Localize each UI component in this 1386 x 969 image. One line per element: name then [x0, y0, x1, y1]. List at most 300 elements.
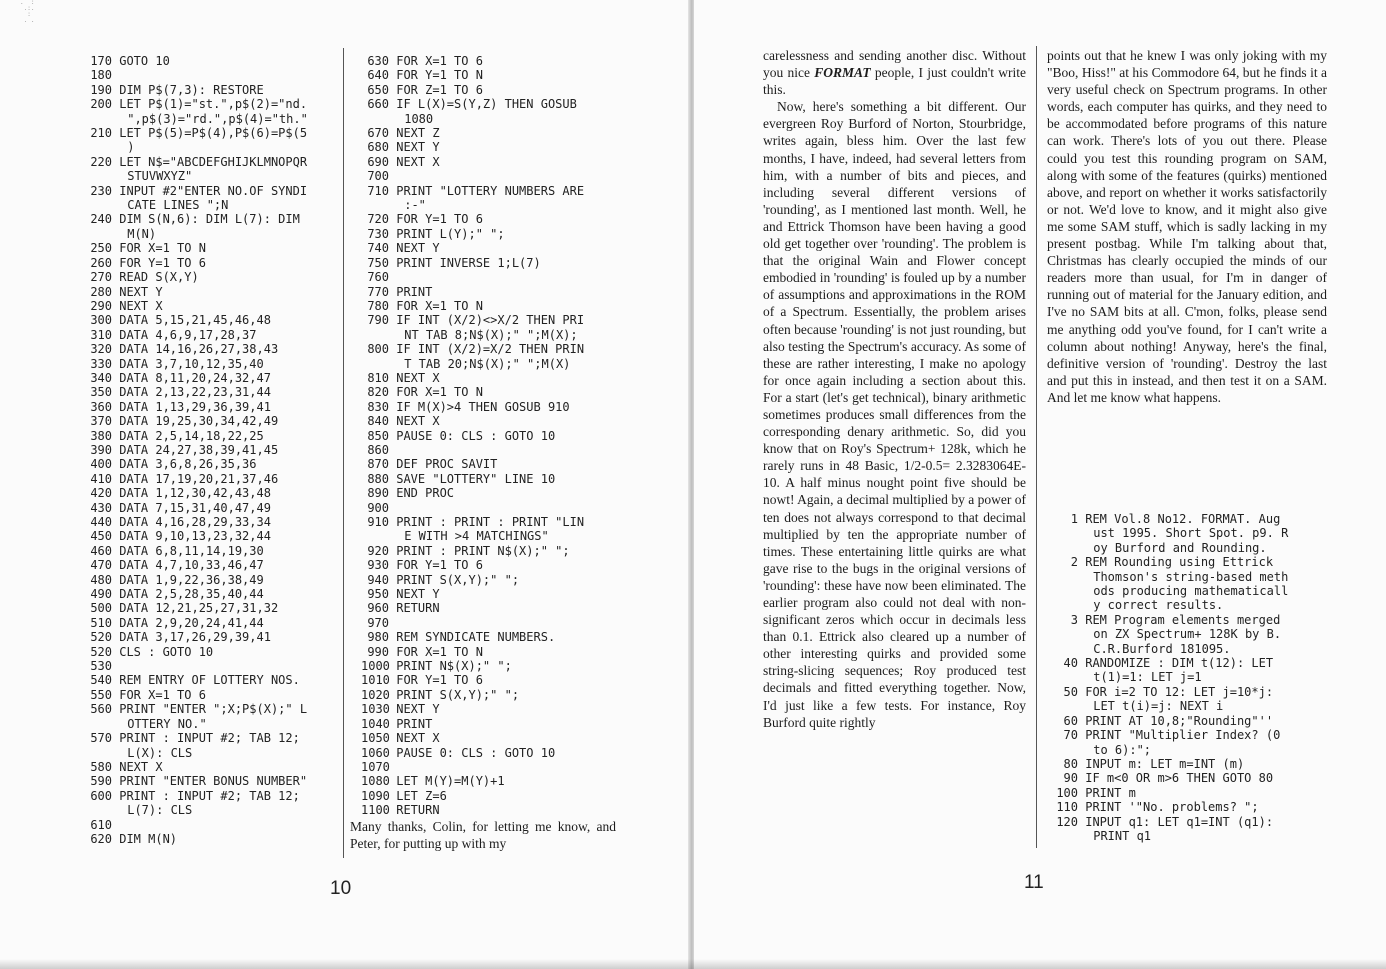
line-text: t(1)=1: LET j=1 — [1093, 670, 1202, 685]
line-text: DATA 3,17,26,29,39,41 — [119, 630, 271, 645]
line-text: PAUSE 0: CLS : GOTO 10 — [396, 428, 556, 443]
line-number: 390 — [90, 442, 112, 457]
code-line — [361, 68, 584, 82]
code-line — [361, 385, 584, 399]
code-line — [84, 443, 308, 457]
line-number: 580 — [90, 759, 112, 774]
line-number: 780 — [367, 298, 389, 313]
line-text: LET P$(1)="st.",p$(2)="nd. — [119, 97, 308, 112]
line-number: 900 — [367, 500, 389, 515]
code-line — [361, 54, 584, 68]
line-number: 400 — [90, 457, 112, 472]
line-text: DATA 14,16,26,27,38,43 — [119, 342, 279, 357]
line-text: FOR i=2 TO 12: LET j=10*j: — [1085, 684, 1274, 699]
code-line — [361, 198, 584, 212]
line-number: 630 — [367, 54, 389, 68]
code-line — [84, 400, 308, 414]
line-number: 880 — [367, 471, 389, 486]
line-text: y correct results. — [1093, 598, 1224, 613]
line-text: IF M(X)>4 THEN GOSUB 910 — [396, 399, 570, 414]
line-text: NEXT X — [396, 154, 440, 169]
code-line — [361, 400, 584, 414]
code-line — [361, 803, 584, 817]
code-line — [84, 385, 308, 399]
line-text: DATA 19,25,30,34,42,49 — [119, 414, 279, 429]
code-line — [84, 198, 308, 212]
line-number: 870 — [367, 457, 389, 472]
line-number: 620 — [90, 831, 112, 846]
line-text: DATA 24,27,38,39,41,45 — [119, 442, 279, 457]
code-line — [1050, 786, 1288, 800]
paragraph-3: points out that he knew I was only joking with my "Boo, Hiss!" at his Commodore 64, but he finds it a very useful check on Spectrum programs. In other words, each computer has quirks, and they need to be accommodated before programs of this nature can work. There's lots of you out there. Please could you test this rounding program on SAM, along with some of the features (quirks) mentioned above, and report on whether it works satisfactorily or not. We'd love to know, and it might also give me some SAM stuff, which is sadly lacking in my present postbag. While I'm talking about that, Christmas has clearly occupied the minds of our readers more than usual, for I'm in danger of running out of material for the January edition, and I've no SAM bits at all. C'mon, folks, please send me anything odd you've found, for I can't write a column about nothing! Anyway, here's the final, definitive version of 'rounding'. Destroy the last and put this in instead, and then test it on a SAM. And let me know what happens. — [1047, 48, 1327, 405]
line-number: 80 — [1063, 756, 1078, 771]
code-line — [84, 328, 308, 342]
code-line — [361, 486, 584, 500]
line-text: DATA 12,21,25,27,31,32 — [119, 601, 279, 616]
line-number: 1 — [1070, 512, 1078, 526]
line-text: INPUT q1: LET q1=INT (q1): — [1085, 814, 1274, 829]
line-number: 350 — [90, 385, 112, 400]
line-text: PRINT L(Y);" "; — [396, 226, 505, 241]
line-number: 220 — [90, 154, 112, 169]
code-line — [84, 83, 308, 97]
code-line — [1050, 685, 1288, 699]
line-number: 500 — [90, 601, 112, 616]
code-line — [1050, 598, 1288, 612]
code-line — [361, 429, 584, 443]
line-text: C.R.Burford 181095. — [1093, 641, 1231, 656]
code-line — [84, 717, 308, 731]
code-line — [361, 601, 584, 615]
line-number: 370 — [90, 414, 112, 429]
rounding-code — [1050, 512, 1288, 843]
line-text: FOR X=1 TO 6 — [119, 687, 206, 702]
code-line — [84, 702, 308, 716]
line-number: 910 — [367, 515, 389, 529]
code-line — [84, 126, 308, 140]
line-text: PRINT q1 — [1093, 828, 1152, 843]
code-line — [361, 155, 584, 169]
line-number: 40 — [1063, 656, 1078, 671]
text-column-1 — [763, 47, 1026, 731]
line-text: NT TAB 8;N$(X);" ";M(X); — [404, 327, 578, 342]
code-line — [84, 486, 308, 500]
line-text: INPUT #2"ENTER NO.OF SYNDI — [119, 183, 308, 198]
line-text: DATA 2,9,20,24,41,44 — [119, 615, 264, 630]
line-number: 3 — [1070, 612, 1078, 627]
line-text: FOR Y=1 TO 6 — [119, 255, 206, 270]
code-line — [84, 472, 308, 486]
column-divider-right — [1036, 46, 1037, 848]
code-line — [84, 818, 308, 832]
line-text: FOR X=1 TO N — [396, 644, 483, 659]
line-number: 270 — [90, 270, 112, 285]
code-line — [361, 328, 584, 342]
code-line — [361, 270, 584, 284]
line-gap — [389, 616, 396, 630]
paragraph-1-start: carelessness and sending another disc. Without you nice — [763, 48, 1026, 81]
code-line — [361, 184, 584, 198]
line-number: 610 — [90, 817, 112, 832]
line-text: T TAB 20;N$(X);" ";M(X) — [404, 356, 571, 371]
line-number: 460 — [90, 543, 112, 558]
line-number: 920 — [367, 543, 389, 558]
line-text: PRINT INVERSE 1;L(7) — [396, 255, 541, 270]
line-gap — [389, 760, 396, 774]
code-line — [84, 313, 308, 327]
code-line — [84, 573, 308, 587]
line-text: GOTO 10 — [119, 54, 170, 68]
code-line — [84, 112, 308, 126]
code-line — [361, 457, 584, 471]
code-line — [84, 645, 308, 659]
code-line — [84, 184, 308, 198]
line-number: 1000 — [361, 659, 390, 674]
code-line — [84, 68, 308, 82]
line-text: oy Burford and Rounding. — [1093, 540, 1267, 555]
code-line — [1050, 728, 1288, 742]
line-text: READ S(X,Y) — [119, 270, 199, 285]
line-number: 330 — [90, 356, 112, 371]
code-line — [1050, 757, 1288, 771]
line-number: 950 — [367, 587, 389, 602]
code-line — [361, 414, 584, 428]
line-text: RANDOMIZE : DIM t(12): LET — [1085, 656, 1274, 671]
line-text: INPUT m: LET m=INT (m) — [1085, 756, 1245, 771]
code-line — [84, 832, 308, 846]
paragraph-1 — [763, 47, 1026, 98]
line-text: NEXT Y — [396, 140, 440, 155]
line-number: 210 — [90, 126, 112, 141]
code-line — [1050, 613, 1288, 627]
line-number: 1010 — [361, 673, 390, 688]
code-line — [361, 227, 584, 241]
code-line — [361, 746, 584, 760]
line-number: 480 — [90, 572, 112, 587]
code-line — [361, 443, 584, 457]
line-number: 320 — [90, 342, 112, 357]
code-line — [84, 357, 308, 371]
line-text: DATA 2,5,14,18,22,25 — [119, 428, 264, 443]
line-text: DATA 1,9,22,36,38,49 — [119, 572, 264, 587]
code-line — [84, 688, 308, 702]
line-text: LET Z=6 — [396, 788, 447, 803]
line-number: 890 — [367, 486, 389, 501]
page-bottom-shadow — [0, 959, 1386, 969]
line-text: on ZX Spectrum+ 128K by B. — [1093, 627, 1282, 642]
line-number: 520 — [90, 644, 112, 659]
line-number: 560 — [90, 702, 112, 717]
line-number: 60 — [1063, 713, 1078, 728]
code-column-2 — [361, 54, 584, 818]
line-text: DIM M(N) — [119, 831, 178, 846]
line-gap — [389, 270, 396, 284]
line-text: DATA 2,5,28,35,40,44 — [119, 587, 264, 602]
code-line — [361, 573, 584, 587]
line-text: PRINT S(X,Y);" "; — [396, 572, 520, 587]
line-text: E WITH >4 MATCHINGS" — [404, 529, 549, 544]
line-number: 280 — [90, 284, 112, 299]
line-number: 1100 — [361, 803, 390, 818]
line-gap — [389, 443, 396, 457]
line-text: NEXT Y — [119, 284, 163, 299]
line-text: PRINT N$(X);" "; — [396, 659, 512, 674]
line-number: 1080 — [361, 774, 390, 789]
code-line — [84, 601, 308, 615]
line-text: L(X): CLS — [127, 745, 193, 760]
line-text: NEXT X — [396, 414, 440, 429]
code-line — [84, 169, 308, 183]
code-line — [361, 529, 584, 543]
line-text: PRINT m — [1085, 785, 1136, 800]
line-text: NEXT X — [119, 759, 163, 774]
line-number: 50 — [1063, 684, 1078, 699]
line-text: DATA 17,19,20,21,37,46 — [119, 471, 279, 486]
code-line — [84, 515, 308, 529]
code-line — [361, 688, 584, 702]
line-text: DATA 1,12,30,42,43,48 — [119, 486, 271, 501]
line-text: PRINT '"No. problems? "; — [1085, 800, 1259, 815]
line-number: 2 — [1070, 555, 1078, 570]
line-gap — [112, 68, 119, 82]
line-text: PAUSE 0: CLS : GOTO 10 — [396, 745, 556, 760]
line-number: 380 — [90, 428, 112, 443]
code-line — [361, 299, 584, 313]
line-number: 1060 — [361, 745, 390, 760]
line-text: DIM S(N,6): DIM L(7): DIM — [119, 212, 300, 227]
code-line — [1050, 526, 1288, 540]
code-line — [361, 313, 584, 327]
page-speck: . : .:. : . . — [20, 0, 35, 24]
line-number: 830 — [367, 399, 389, 414]
closing-paragraph — [350, 818, 616, 852]
line-number: 840 — [367, 414, 389, 429]
line-number: 260 — [90, 255, 112, 270]
line-text: M(N) — [127, 226, 157, 241]
code-line — [361, 587, 584, 601]
line-text: PRINT — [396, 716, 433, 731]
code-line — [361, 515, 584, 529]
line-text: DIM P$(7,3): RESTORE — [119, 82, 264, 97]
line-text: DATA 4,7,10,33,46,47 — [119, 558, 264, 573]
line-text: FOR X=1 TO N — [396, 298, 483, 313]
code-line — [1050, 743, 1288, 757]
line-text: L(7): CLS — [127, 803, 193, 818]
line-number: 70 — [1063, 728, 1078, 743]
code-line — [84, 544, 308, 558]
line-number: 310 — [90, 327, 112, 342]
code-line — [361, 126, 584, 140]
line-text: NEXT Y — [396, 587, 440, 602]
line-number: 410 — [90, 471, 112, 486]
line-text: FOR X=1 TO N — [119, 241, 206, 256]
line-number: 720 — [367, 212, 389, 227]
code-line — [1050, 656, 1288, 670]
line-number: 340 — [90, 370, 112, 385]
line-number: 750 — [367, 255, 389, 270]
code-line — [84, 270, 308, 284]
line-gap — [389, 169, 396, 183]
code-line — [1050, 714, 1288, 728]
line-number: 860 — [367, 442, 389, 457]
code-line — [361, 630, 584, 644]
line-number: 820 — [367, 385, 389, 400]
line-number: 790 — [367, 313, 389, 328]
line-number: 760 — [367, 270, 389, 285]
line-text: LET P$(5)=P$(4),P$(6)=P$(5 — [119, 126, 308, 141]
line-text: PRINT "ENTER ";X;P$(X);" L — [119, 702, 308, 717]
line-text: FOR Y=1 TO 6 — [396, 558, 483, 573]
line-text: DEF PROC SAVIT — [396, 457, 498, 472]
line-number: 650 — [367, 82, 389, 97]
code-line — [361, 789, 584, 803]
code-line — [361, 212, 584, 226]
code-line — [84, 414, 308, 428]
line-text: DATA 3,6,8,26,35,36 — [119, 457, 257, 472]
code-line — [361, 645, 584, 659]
code-line — [84, 299, 308, 313]
line-number: 850 — [367, 428, 389, 443]
line-text: REM Program elements merged — [1085, 612, 1281, 627]
line-number: 510 — [90, 615, 112, 630]
line-number: 570 — [90, 731, 112, 746]
line-text: IF m<0 OR m>6 THEN GOTO 80 — [1085, 771, 1274, 786]
line-text: CLS : GOTO 10 — [119, 644, 214, 659]
code-line — [84, 371, 308, 385]
line-text: FOR Y=1 TO 6 — [396, 673, 483, 688]
line-text: to 6):"; — [1093, 742, 1152, 757]
right-page — [694, 0, 1386, 969]
code-line — [84, 587, 308, 601]
line-text: NEXT Y — [396, 241, 440, 256]
line-number: 250 — [90, 241, 112, 256]
code-line — [361, 702, 584, 716]
code-column-1 — [84, 54, 308, 846]
line-text: ) — [127, 140, 135, 155]
line-text: NEXT X — [396, 731, 440, 746]
code-line — [84, 97, 308, 111]
line-text: NEXT X — [119, 298, 163, 313]
line-text: NEXT Y — [396, 702, 440, 717]
code-line — [84, 616, 308, 630]
line-text: DATA 8,11,20,24,32,47 — [119, 370, 271, 385]
page-number-left: 10 — [330, 878, 352, 899]
code-line — [361, 558, 584, 572]
code-line — [84, 630, 308, 644]
code-line — [84, 54, 308, 68]
line-number: 200 — [90, 97, 112, 112]
code-line — [1050, 800, 1288, 814]
line-text: REM ENTRY OF LOTTERY NOS. — [119, 673, 300, 688]
code-line — [361, 371, 584, 385]
line-text: FOR X=1 TO N — [396, 385, 483, 400]
code-line — [1050, 829, 1288, 843]
code-line — [1050, 699, 1288, 713]
code-line — [361, 717, 584, 731]
line-text: FOR Z=1 TO 6 — [396, 82, 483, 97]
line-text: STUVWXYZ" — [127, 169, 193, 184]
line-text: REM Vol.8 No12. FORMAT. Aug — [1085, 512, 1281, 526]
line-number: 1020 — [361, 687, 390, 702]
line-number: 1030 — [361, 702, 390, 717]
line-text: FOR X=1 TO 6 — [396, 54, 483, 68]
left-page — [0, 0, 690, 969]
line-text: PRINT "ENTER BONUS NUMBER" — [119, 774, 308, 789]
line-number: 960 — [367, 601, 389, 616]
code-line — [361, 659, 584, 673]
line-text: IF L(X)=S(Y,Z) THEN GOSUB — [396, 97, 577, 112]
line-number: 450 — [90, 529, 112, 544]
page-number-right: 11 — [1024, 872, 1044, 893]
line-text: RETURN — [396, 601, 440, 616]
code-line — [84, 803, 308, 817]
line-number: 1050 — [361, 731, 390, 746]
code-line — [361, 83, 584, 97]
line-number: 810 — [367, 370, 389, 385]
code-line — [84, 342, 308, 356]
line-number: 120 — [1056, 814, 1078, 829]
code-line — [1050, 555, 1288, 569]
line-number: 530 — [90, 659, 112, 674]
code-line — [361, 112, 584, 126]
line-text: DATA 2,13,22,23,31,44 — [119, 385, 271, 400]
line-text: DATA 5,15,21,45,46,48 — [119, 313, 271, 328]
column-divider-left — [343, 48, 344, 858]
line-gap — [112, 818, 119, 832]
line-text: OTTERY NO." — [127, 716, 207, 731]
line-text: DATA 7,15,31,40,47,49 — [119, 500, 271, 515]
code-line — [361, 357, 584, 371]
line-number: 290 — [90, 298, 112, 313]
code-line — [84, 227, 308, 241]
code-line — [361, 774, 584, 788]
line-number: 420 — [90, 486, 112, 501]
code-line — [84, 673, 308, 687]
code-line — [84, 501, 308, 515]
line-text: IF INT (X/2)=X/2 THEN PRIN — [396, 342, 585, 357]
code-line — [84, 659, 308, 673]
line-text: DATA 6,8,11,14,19,30 — [119, 543, 264, 558]
code-line — [361, 241, 584, 255]
code-line — [1050, 570, 1288, 584]
line-text: RETURN — [396, 803, 440, 818]
line-text: DATA 1,13,29,36,39,41 — [119, 399, 271, 414]
line-text: REM Rounding using Ettrick — [1085, 555, 1274, 570]
line-text: ust 1995. Short Spot. p9. R — [1093, 526, 1289, 541]
code-line — [84, 760, 308, 774]
line-number: 770 — [367, 284, 389, 299]
line-text: FOR Y=1 TO N — [396, 68, 483, 83]
line-text: DATA 4,6,9,17,28,37 — [119, 327, 257, 342]
code-line — [361, 472, 584, 486]
line-text: ",p$(3)="rd.",p$(4)="th." — [127, 111, 308, 126]
code-line — [84, 212, 308, 226]
line-text: DATA 4,16,28,29,33,34 — [119, 515, 271, 529]
line-text: NEXT Z — [396, 126, 440, 141]
line-text: Thomson's string-based meth — [1093, 569, 1289, 584]
code-line — [84, 256, 308, 270]
line-number: 940 — [367, 572, 389, 587]
code-line — [84, 558, 308, 572]
line-text: PRINT : PRINT N$(X);" "; — [396, 543, 570, 558]
code-line — [361, 342, 584, 356]
line-number: 740 — [367, 241, 389, 256]
line-number: 190 — [90, 82, 112, 97]
line-number: 680 — [367, 140, 389, 155]
line-number: 700 — [367, 169, 389, 184]
line-text: DATA 9,10,13,23,32,44 — [119, 529, 271, 544]
line-number: 930 — [367, 558, 389, 573]
